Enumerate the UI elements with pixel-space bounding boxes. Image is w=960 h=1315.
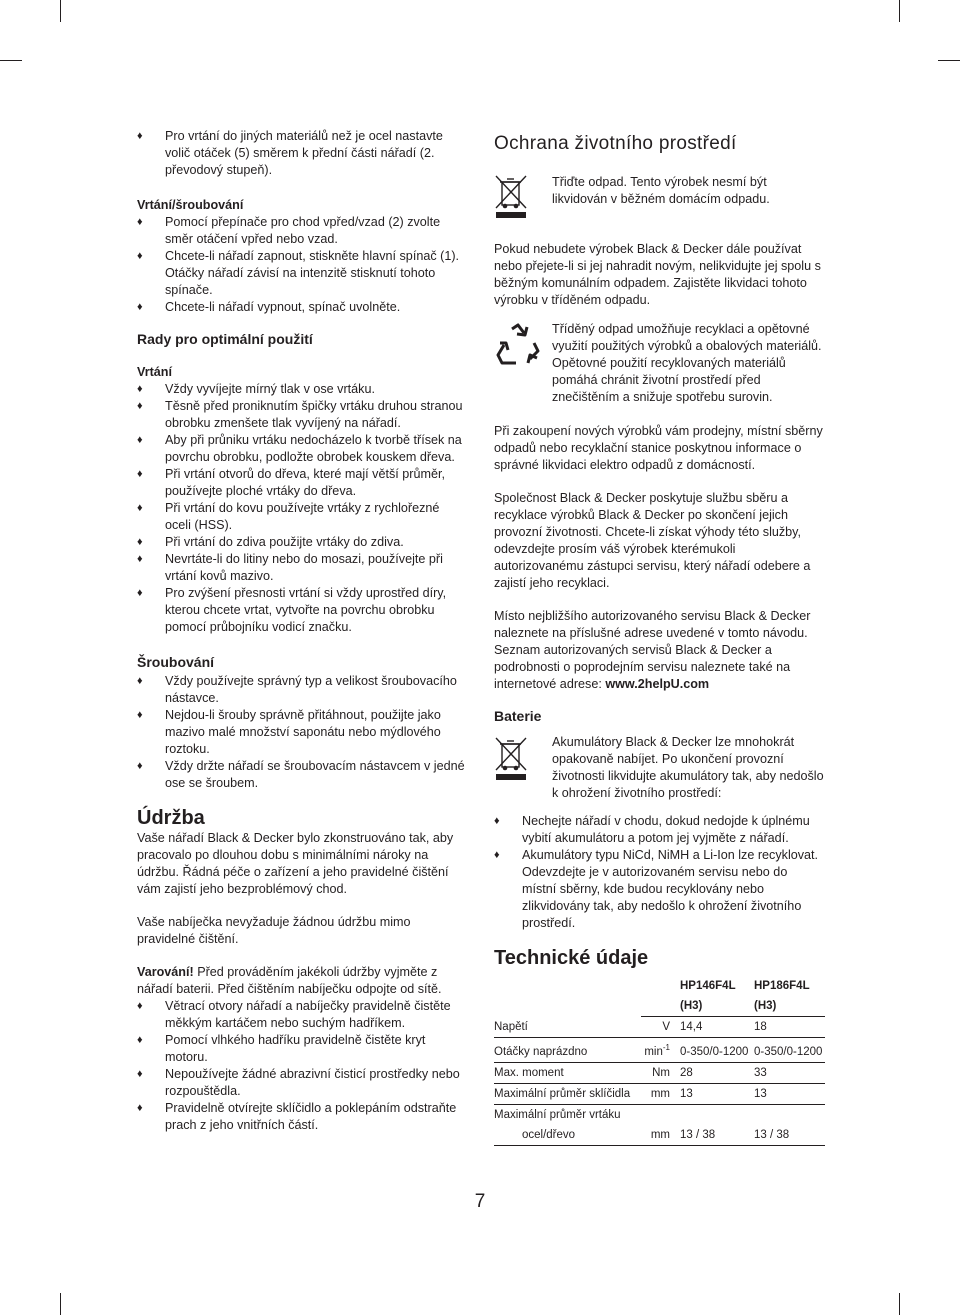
list-item: ♦ Vždy vyvíjejte mírný tlak v ose vrtáku. [137,381,467,398]
crop-mark [899,1293,900,1315]
list-item: ♦ Při vrtání do zdiva použijte vrtáky do zdiva. [137,534,467,551]
list-item: ♦ Pro vrtání do jiných materiálů než je ocel nastavte volič otáček (5) směrem k přední části nářadí (2. převodový stupeň). [137,128,467,179]
env-paragraph: Pokud nebudete výrobek Black & Decker dále používat nebo přejete-li si jej nahradit novým, nelikvidujte jej spolu s běžným komunálním odpadem. Zajistěte likvidaci tohoto výrobku v tříděném odpadu. [494,242,821,307]
spec-value: 14,4 [680,1017,754,1038]
crop-mark [899,0,900,22]
crop-mark [60,0,61,22]
spec-label: Maximální průměr sklíčidla [494,1083,641,1104]
list-item: ♦ Při vrtání otvorů do dřeva, které mají větší průměr, používejte ploché vrtáky do dřeva. [137,466,467,500]
list-item: ♦ Nevrtáte-li do litiny nebo do mosazi, používejte při vrtání kovů mazivo. [137,551,467,585]
baterie-list [494,813,825,932]
list-item: ♦ Vždy držte nářadí se šroubovacím nástavcem v jedné ose se šroubem. [137,758,467,792]
env-paragraph [494,608,825,693]
section-heading-udrzba: Údržba [137,807,205,829]
recycle-icon [494,321,552,406]
table-row [494,1017,825,1038]
service-link[interactable]: www.2helpU.com [605,677,710,691]
left-column [137,128,467,1134]
bin-text: Třiďte odpad. Tento výrobek nesmí být likvidován v běžném domácím odpadu. [552,175,770,206]
table-row [494,1083,825,1104]
list-item: ♦ Nechejte nářadí v chodu, dokud nedojde k úplnému vybití akumulátoru a potom jej vyjměte z nářadí. [494,813,825,847]
model-suffix: (H3) [680,996,754,1017]
crop-mark [0,60,22,61]
spec-value: 0-350/0-1200 [754,1038,825,1063]
table-header-row [494,996,825,1017]
list-item: ♦ Větrací otvory nářadí a nabíječky pravidelně čistěte měkkým kartáčem nebo suchým hadříkem. [137,998,467,1032]
section-heading-rady: Rady pro optimální použití [137,331,313,347]
list-item: ♦ Pomocí přepínače pro chod vpřed/vzad (2) zvolte směr otáčení vpřed nebo vzad. [137,214,467,248]
vrtani-sroubovani-list [137,214,467,316]
battery-notice [494,734,825,802]
spec-label: Max. moment [494,1062,641,1083]
specs-table [494,976,825,1146]
spec-value: 13 / 38 [754,1125,825,1146]
section-heading-sroubovani: Šroubování [137,654,215,670]
section-heading-baterie: Baterie [494,708,542,724]
model-suffix: (H3) [754,996,825,1017]
vrtani-list [137,381,467,636]
spec-value: 13 / 38 [680,1125,754,1146]
list-item: ♦ Nepoužívejte žádné abrazivní čisticí prostředky nebo rozpouštědla. [137,1066,467,1100]
warning-paragraph [137,964,467,998]
spec-label: Otáčky naprázdno [494,1038,641,1063]
section-heading-vrtani-sroubovani: Vrtání/šroubování [137,198,244,212]
spec-label: ocel/dřevo [494,1125,641,1146]
spec-unit: V [641,1017,680,1038]
right-column [494,128,825,1146]
battery-text: Akumulátory Black & Decker lze mnohokrát opakovaně nabíjet. Po ukončení provozní životnosti likvidujte akumulátory tak, aby nedošlo k ohrožení životního prostředí: [552,735,824,800]
list-item: ♦ Těsně před proniknutím špičky vrtáku druhou stranou obrobku zmenšete tlak vyvíjený na nářadí. [137,398,467,432]
warning-text: Před prováděním jakékoli údržby vyjměte z nářadí baterii. Před čištěním nabíječku odpojte od sítě. [137,965,442,996]
section-heading-vrtani: Vrtání [137,365,172,379]
sroubovani-list [137,673,467,792]
list-item: ♦ Pravidelně otvírejte sklíčidlo a poklepáním odstraňte prach z jeho vnitřních částí. [137,1100,467,1134]
bin-notice [494,174,825,223]
list-item: ♦ Pro zvýšení přesnosti vrtání si vždy uprostřed díry, kterou chcete vrtat, vytvořte na povrchu obrobku pomocí průbojníku vodicí značku. [137,585,467,636]
spec-unit: mm [641,1083,680,1104]
crossed-bin-icon [494,174,552,223]
spec-value: 0-350/0-1200 [680,1038,754,1063]
spec-unit [641,1038,680,1063]
spec-value: 13 [754,1083,825,1104]
table-header-row [494,976,825,996]
model-name: HP186F4L [754,980,810,992]
udrzba-paragraph: Vaše nabíječka nevyžaduje žádnou údržbu mimo pravidelné čištění. [137,915,411,946]
list-item: ♦ Aby při průniku vrtáku nedocházelo k tvorbě třísek na povrchu obrobku, podložte obrobek kouskem dřeva. [137,432,467,466]
crossed-bin-icon [494,734,552,802]
spec-value: 28 [680,1062,754,1083]
table-row [494,1038,825,1063]
spec-value: 18 [754,1017,825,1038]
udrzba-paragraph: Vaše nářadí Black & Decker bylo zkonstruováno tak, aby pracovalo po dlouhou dobu s minimálními nároky na údržbu. Řádná péče o zařízení a jeho pravidelné čištění vám zajistí jeho bezproblémový chod. [137,831,454,896]
recycle-text: Tříděný odpad umožňuje recyklaci a opětovné využití použitých výrobků a obalových materiálů. Opětovné použití recyklovaných materiálů pomáhá chránit životní prostředí před znečištěním a snižuje spotřebu surovin. [552,322,822,404]
env-paragraph: Společnost Black & Decker poskytuje službu sběru a recyklace výrobků Black & Decker po skončení jejich provozní životnosti. Chcete-li získat výhody této služby, odevzdejte prosím váš výrobek kterémukoli autorizovanému zástupci servisu, který nářadí odebere a zajistí jeho recyklaci. [494,491,811,590]
list-item: ♦ Vždy používejte správný typ a velikost šroubovacího nástavce. [137,673,467,707]
page-number: 7 [474,1191,486,1212]
spec-label: Maximální průměr vrtáku [494,1108,621,1121]
spec-value: 13 [680,1083,754,1104]
spec-unit-base: min [644,1045,663,1058]
env-paragraph-text: Místo nejbližšího autorizovaného servisu Black & Decker naleznete na příslušné adrese uvedené v tomto návodu. Seznam autorizovaných servisů Black & Decker a podrobnosti o poprodejním servisu naleznete také na internetové adrese: [494,609,811,691]
crop-mark [60,1293,61,1315]
spec-unit: mm [641,1125,680,1146]
env-paragraph: Při zakoupení nových výrobků vám prodejny, místní sběrny odpadů nebo recyklační stanice poskytnou informace o správné likvidaci elektro odpadů z domácností. [494,424,823,472]
recycle-notice [494,321,825,406]
list-item: ♦ Akumulátory typu NiCd, NiMH a Li-Ion lze recyklovat. Odevzdejte je v autorizovaném servisu nebo do místní sběrny, kde budou recyklovány nebo zlikvidovány tak, aby nedošlo k ohrožení životního prostředí. [494,847,825,932]
table-row [494,1125,825,1146]
list-item: ♦ Chcete-li nářadí vypnout, spínač uvolněte. [137,299,467,316]
spec-unit: Nm [641,1062,680,1083]
table-row [494,1104,825,1125]
list-item: ♦ Pomocí vlhkého hadříku pravidelně čistěte kryt motoru. [137,1032,467,1066]
udrzba-list [137,998,467,1134]
table-row [494,1062,825,1083]
crop-mark [938,60,960,61]
section-heading-technicke-udaje: Technické údaje [494,947,649,969]
spec-value: 33 [754,1062,825,1083]
warning-label: Varování! [137,965,194,979]
model-name: HP146F4L [680,980,736,992]
section-heading-ochrana: Ochrana životního prostředí [494,133,737,154]
spec-label: Napětí [494,1017,641,1038]
spec-unit-exponent: -1 [662,1043,670,1052]
list-item: ♦ Při vrtání do kovu používejte vrtáky z rychlořezné oceli (HSS). [137,500,467,534]
list-item: ♦ Nejdou-li šrouby správně přitáhnout, použijte jako mazivo malé množství saponátu nebo mýdlového roztoku. [137,707,467,758]
list-item: ♦ Chcete-li nářadí zapnout, stiskněte hlavní spínač (1). Otáčky nářadí závisí na intenzitě stisknutí tohoto spínače. [137,248,467,299]
intro-list [137,128,467,179]
